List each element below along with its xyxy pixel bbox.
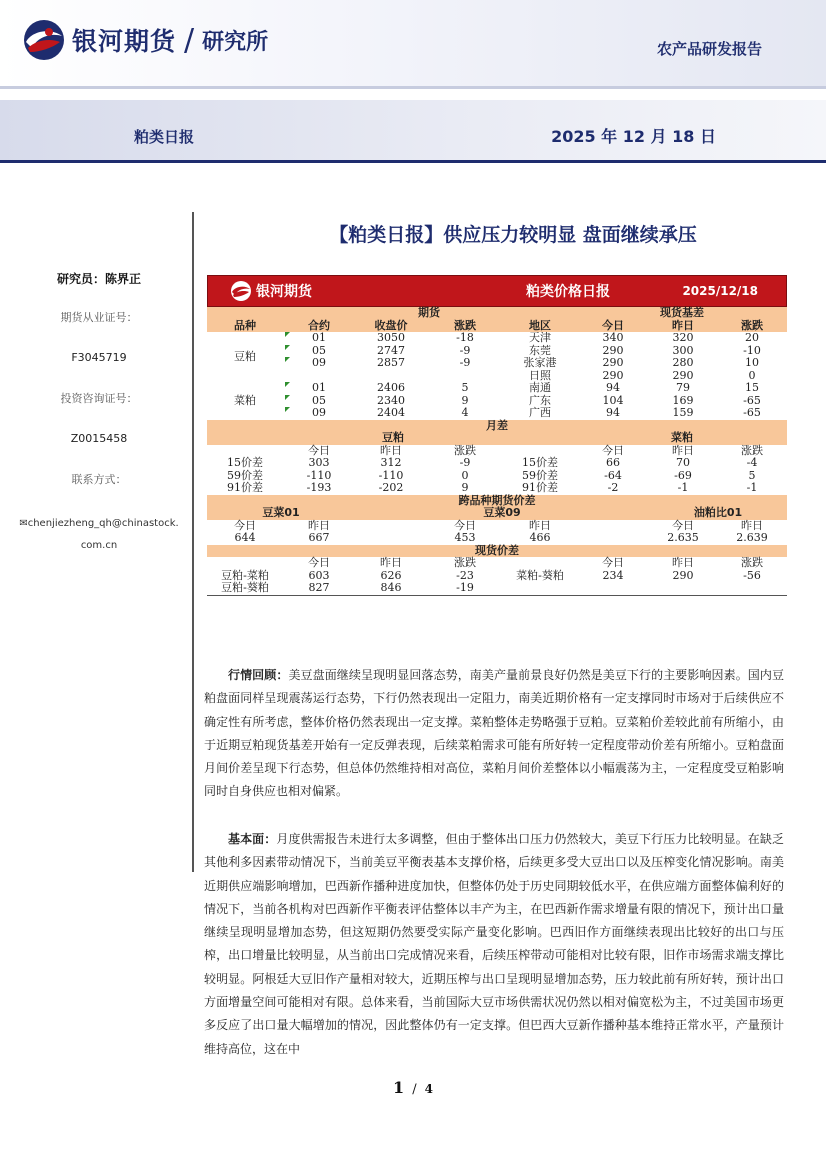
- table-logo-text: 银河期货: [256, 284, 312, 300]
- report-date: 2025 年 12 月 18 日: [551, 127, 716, 146]
- galaxy-logo-icon: [22, 18, 66, 62]
- spread-label: 15价差: [522, 456, 558, 469]
- spot-value: -56: [743, 568, 761, 582]
- spot-label: 豆粕-葵粕: [207, 582, 283, 595]
- cross-variety-title: 跨品种期货价差: [207, 495, 787, 508]
- spread-label: 91价差: [522, 481, 558, 494]
- contact-email[interactable]: [14, 513, 184, 557]
- table-row: [207, 345, 787, 358]
- table-header-bar: [207, 275, 787, 307]
- yesterday-cell: 300: [672, 343, 694, 357]
- today-cell: 94: [606, 406, 620, 419]
- fundamentals-paragraph: [204, 828, 784, 1061]
- soymeal-label: 豆粕: [234, 349, 256, 363]
- spread-value: 0: [461, 468, 469, 482]
- sub-header-divider: [0, 160, 826, 163]
- cross-today-label: 今日: [454, 518, 476, 532]
- yesterday-cell: 290: [672, 368, 694, 382]
- table-date: 2025/12/18: [682, 284, 758, 298]
- spot-spread-title: 现货价差: [207, 545, 787, 558]
- spread-value: -110: [378, 468, 404, 482]
- logo-text: 银河期货: [72, 27, 177, 56]
- galaxy-logo-icon: [230, 280, 252, 302]
- spread-value: -1: [746, 481, 758, 494]
- spot-value: 603: [308, 568, 330, 582]
- current-page: 1: [393, 1078, 405, 1097]
- spread-value: -69: [674, 468, 692, 482]
- cross-value: 667: [308, 531, 330, 544]
- fundamentals-body: 月度供需报告未进行太多调整，但由于整体出口压力仍然较大，美豆下行压力比较明显。在缺乏其他利多因素带动情况下，当前美豆平衡表基本支撑价格，后续更多受大豆出口以及压榨变化情况影响。南美近期供应端影响增加，巴西新作播种进度加快，但整体仍处于历史同期较低水平，在供应端方面整体偏利好的情况下，当前各机构对巴西新作平衡表评估整体以丰产为主，在巴西新作需求增量有限的情况下，预计出口量继续呈现明显增加态势，但这短期仍然要受实际产量变化影响。巴西旧作方面继续表现出比较好的出口与压榨，出口增量比较明显，从当前出口完成情况来看，后续压榨带动可能相对比较有限，旧作市场需求端支撑比较明显。阿根廷大豆旧作产量相对较大，近期压榨与出口呈现明显增加态势，压力较此前有所好转，预计出口方面增量空间可能相对有限。总体来看，当前国际大豆市场供需状况仍然以相对偏宽松为主，不过美国市场更多反应了出口量大幅增加的情况，因此整体仍有一定支撑。但巴西大豆新作播种基本维持正常水平，产量预计维持高位，这在中: [204, 832, 784, 1056]
- cross-value: 2.635: [667, 531, 699, 544]
- mail-icon: ✉: [19, 518, 28, 529]
- price-table: [207, 307, 787, 596]
- fundamentals-lead: 基本面：: [228, 832, 277, 846]
- cross-yesterday-label: 昨日: [529, 518, 551, 532]
- contract-cell: 09: [283, 357, 355, 370]
- analyst-sidebar: [14, 270, 184, 557]
- market-review-body: 美豆盘面继续呈现明显回落态势，南美产量前景良好仍然是美豆下行的主要影响因素。国内豆粕盘面同样呈现震荡运行态势，下行仍然表现出一定阻力，南美近期价格有一定支撑同时市场对于后续供应不确定性有所考虑，整体价格仍然表现出一定支撑。菜粕整体走势略强于豆粕。豆菜粕价差较此前有所缩小，由于近期豆粕现货基差开始有一定反弹表现，后续菜粕需求可能有所好转一定程度带动价差有所缩小。豆粕盘面月间价差呈现下行态势，但总体仍然维持相对高位，菜粕月间价差整体以小幅震荡为主，一定程度受豆粕影响同时自身供应也相对偏紧。: [204, 668, 784, 799]
- spot-value: 827: [283, 582, 355, 595]
- spot-value: 290: [672, 568, 694, 582]
- email-text[interactable]: chenjiezheng_qh@chinastock.com.cn: [27, 518, 179, 551]
- cross-today-label: 今日: [234, 518, 256, 532]
- cross-value: 2.639: [736, 531, 768, 544]
- yesterday-cell: 169: [672, 393, 694, 407]
- ms-yesterday-label: 昨日: [380, 443, 402, 457]
- spread-value: 66: [606, 456, 620, 469]
- sp-today-label: 今日: [308, 556, 330, 569]
- contract-cell: 09: [283, 407, 355, 420]
- market-review-paragraph: [204, 664, 784, 804]
- yesterday-cell: 320: [672, 331, 694, 344]
- spot-value: -19: [427, 582, 503, 595]
- spread-value: 70: [676, 456, 690, 469]
- close-cell: 2404: [377, 406, 405, 419]
- sp-change-label: 涨跌: [454, 556, 476, 569]
- page-number: [0, 1078, 826, 1097]
- chg-cell: 10: [745, 356, 760, 369]
- spread-value: 5: [748, 468, 756, 482]
- article-title: 【粕类日报】供应压力较明显 盘面继续承压: [329, 224, 697, 246]
- region-cell: 广西: [529, 406, 551, 419]
- ms-change-label: 涨跌: [741, 443, 764, 457]
- close-cell: 3050: [377, 331, 405, 344]
- spread-value: 312: [380, 456, 402, 469]
- yesterday-cell: 159: [672, 406, 694, 419]
- ms-change-label: 涨跌: [454, 443, 476, 457]
- table-row: [207, 395, 787, 408]
- table-row: [207, 482, 787, 495]
- spot-value: 846: [355, 582, 427, 595]
- sidebar-divider: [192, 212, 194, 872]
- col-change2: 涨跌: [717, 320, 787, 333]
- report-type: 农产品研发报告: [656, 40, 762, 58]
- today-cell: 104: [602, 393, 624, 407]
- change-cell: 9: [461, 393, 469, 407]
- chg-cell: 0: [748, 368, 756, 382]
- spot-value: 626: [380, 568, 402, 582]
- price-daily-table: [207, 275, 787, 596]
- page-separator: /: [412, 1082, 417, 1097]
- today-cell: 340: [602, 331, 624, 344]
- today-cell: 290: [602, 368, 624, 382]
- yesterday-cell: 79: [676, 381, 690, 394]
- ms-yesterday-label: 昨日: [672, 443, 694, 457]
- rapemeal-label: 菜粕: [234, 393, 256, 407]
- close-cell: 2406: [377, 381, 405, 394]
- spread-label: 91价差: [227, 481, 263, 494]
- cross-value: 453: [454, 531, 476, 544]
- report-series-title: 粕类日报: [134, 128, 195, 146]
- today-cell: 94: [606, 381, 620, 394]
- change-cell: 4: [461, 406, 469, 419]
- spread-value: 9: [461, 481, 469, 494]
- company-logo: [22, 18, 268, 62]
- region-cell: 东莞: [529, 343, 551, 357]
- futures-header: 期货: [355, 307, 503, 320]
- col-region: 地区: [503, 320, 577, 333]
- spot-label: 菜粕-葵粕: [516, 568, 564, 582]
- consult-number: Z0015458: [70, 432, 128, 445]
- table-row: [207, 332, 787, 345]
- spot-label: 豆粕-菜粕: [221, 568, 269, 582]
- spread-value: -193: [306, 481, 332, 494]
- spread-value: 303: [308, 456, 330, 469]
- spread-label: 59价差: [227, 468, 263, 482]
- month-spread-title: 月差: [207, 420, 787, 433]
- spot-value: [717, 582, 787, 595]
- table-row: [207, 570, 787, 583]
- month-spread-subheader: [207, 432, 787, 445]
- col-variety: 品种: [207, 320, 283, 333]
- change-cell: -9: [459, 343, 471, 357]
- spread-value: -64: [604, 468, 622, 482]
- cross-value: 466: [529, 531, 551, 544]
- contract-cell: 05: [283, 395, 355, 408]
- sp-change-label: 涨跌: [741, 556, 764, 569]
- table-row: [207, 382, 787, 395]
- table-column-header: [207, 320, 787, 333]
- sp-today-label: 今日: [602, 556, 624, 569]
- sp-yesterday-label: 昨日: [672, 556, 694, 569]
- cross-variety-subheader: [207, 507, 787, 520]
- region-cell: 日照: [529, 368, 551, 382]
- chg-cell: -65: [743, 406, 761, 419]
- spot-value: [577, 582, 649, 595]
- table-row: [207, 470, 787, 483]
- cross-b-header: 豆菜09: [427, 507, 577, 520]
- table-row: [207, 370, 787, 383]
- table-logo: [230, 280, 430, 302]
- table-row: [207, 582, 787, 595]
- cross-value: 644: [234, 531, 256, 544]
- spread-value: -202: [378, 481, 404, 494]
- table-row: [207, 532, 787, 545]
- region-cell: 天津: [529, 331, 551, 344]
- spot-value: [649, 582, 717, 595]
- chg-cell: 15: [745, 381, 760, 394]
- table-row: [207, 457, 787, 470]
- col-contract: 合约: [283, 320, 355, 333]
- spread-label: 15价差: [227, 456, 263, 469]
- spread-value: -110: [306, 468, 332, 482]
- spot-value: -23: [456, 568, 474, 582]
- close-cell: 2747: [377, 343, 405, 357]
- total-pages: 4: [424, 1082, 433, 1096]
- spot-label: [503, 582, 577, 595]
- contract-cell: 05: [283, 345, 355, 358]
- sp-yesterday-label: 昨日: [380, 556, 402, 569]
- ms-today-label: 今日: [602, 443, 624, 457]
- cross-today-label: 今日: [672, 518, 694, 532]
- cross-yesterday-label: 昨日: [308, 518, 330, 532]
- spread-value: -2: [607, 481, 619, 494]
- logo-subtext: 研究所: [202, 29, 269, 55]
- cross-yesterday-label: 昨日: [741, 518, 764, 532]
- spot-value: 234: [602, 568, 624, 582]
- table-row: [207, 407, 787, 420]
- change-cell: -9: [459, 356, 471, 369]
- spread-value: -1: [677, 481, 689, 494]
- table-row: [207, 357, 787, 370]
- chg-cell: 20: [745, 331, 760, 344]
- cross-a-header: 豆菜01: [207, 507, 355, 520]
- col-today: 今日: [577, 320, 649, 333]
- cross-c-header: 油粕比01: [649, 507, 787, 520]
- table-title: 粕类价格日报: [526, 284, 610, 300]
- ms-soymeal-header: 豆粕: [283, 432, 503, 445]
- header-divider: [0, 86, 826, 89]
- spread-value: -9: [459, 456, 471, 469]
- col-close: 收盘价: [355, 320, 427, 333]
- table-section-header: [207, 307, 787, 320]
- col-change: 涨跌: [427, 320, 503, 333]
- month-spread-header: [207, 420, 787, 433]
- spread-value: -4: [746, 456, 758, 469]
- logo-separator: /: [184, 22, 195, 58]
- today-cell: 290: [602, 356, 624, 369]
- spot-spread-header: [207, 545, 787, 558]
- close-cell: 2857: [377, 356, 405, 369]
- contract-cell: 01: [283, 332, 355, 345]
- region-cell: 南通: [529, 381, 551, 394]
- change-cell: -18: [456, 331, 474, 344]
- license-label: 期货从业证号：: [60, 311, 138, 324]
- table-row: [207, 520, 787, 533]
- consult-label: 投资咨询证号：: [60, 392, 138, 405]
- chg-cell: -65: [743, 393, 761, 407]
- yesterday-cell: 280: [672, 356, 694, 369]
- close-cell: 2340: [377, 393, 405, 407]
- license-number: F3045719: [71, 351, 127, 364]
- ms-today-label: 今日: [308, 443, 330, 457]
- region-cell: 广东: [529, 393, 551, 407]
- contract-cell: 01: [283, 382, 355, 395]
- spot-basis-header: 现货基差: [577, 307, 787, 320]
- col-yesterday: 昨日: [649, 320, 717, 333]
- analyst-name: 研究员：陈界正: [56, 272, 141, 286]
- spread-label: 59价差: [522, 468, 558, 482]
- today-cell: 290: [602, 343, 624, 357]
- contact-label: 联系方式：: [71, 473, 127, 486]
- region-cell: 张家港: [523, 356, 557, 369]
- market-review-lead: 行情回顾：: [228, 668, 289, 682]
- ms-rapemeal-header: 菜粕: [577, 432, 787, 445]
- change-cell: 5: [461, 381, 469, 394]
- chg-cell: -10: [743, 343, 761, 357]
- table-row: [207, 445, 787, 458]
- table-row: [207, 557, 787, 570]
